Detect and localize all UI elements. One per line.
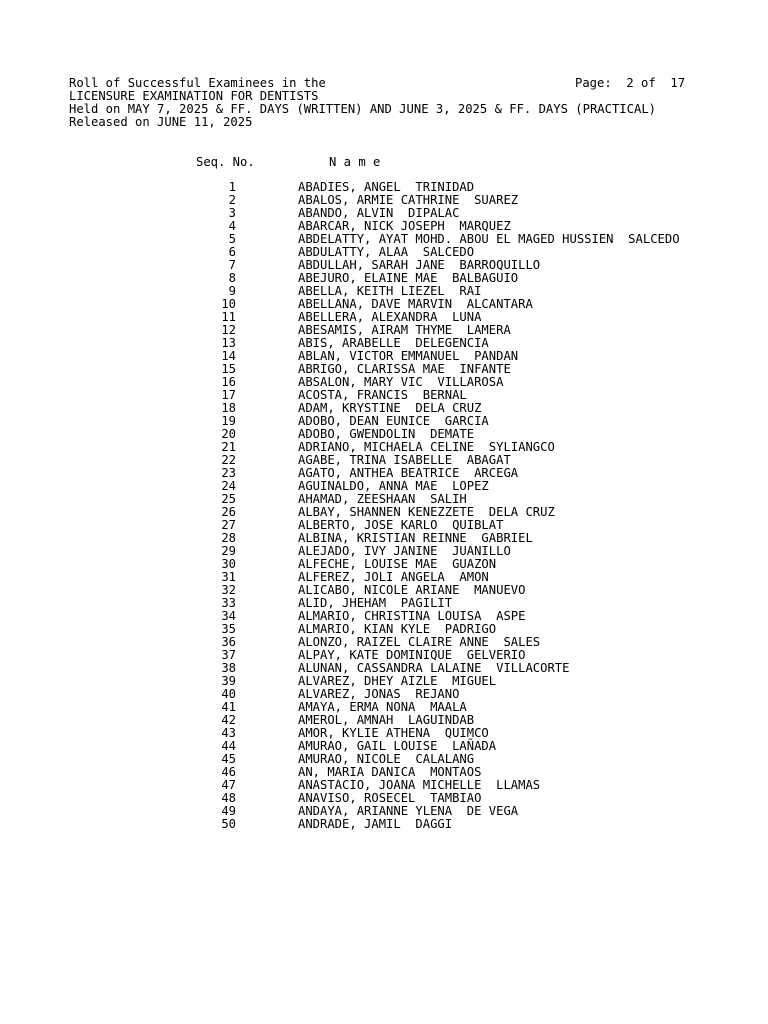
examinee-name: ABDULATTY, ALAA SALCEDO [298, 245, 475, 259]
seq-number: 16 [221, 375, 236, 389]
examinee-name: ABELLERA, ALEXANDRA LUNA [298, 310, 482, 324]
examinee-name: ALBERTO, JOSE KARLO QUIBLAT [298, 518, 504, 532]
examinee-name: ALVAREZ, DHEY AIZLE MIGUEL [298, 674, 497, 688]
seq-number: 41 [221, 700, 236, 714]
seq-number: 12 [221, 323, 236, 337]
seq-number: 45 [221, 752, 236, 766]
examinee-name: ABELLANA, DAVE MARVIN ALCANTARA [298, 297, 533, 311]
seq-number: 27 [221, 518, 236, 532]
examinee-name: ADAM, KRYSTINE DELA CRUZ [298, 401, 482, 415]
seq-number: 8 [228, 271, 236, 285]
examinee-name: AMURAO, NICOLE CALALANG [298, 752, 475, 766]
examinee-name: ANAVISO, ROSECEL TAMBIAO [298, 791, 482, 805]
seq-number: 4 [228, 219, 236, 233]
examinee-name: ACOSTA, FRANCIS BERNAL [298, 388, 467, 402]
seq-number: 21 [221, 440, 236, 454]
seq-number: 13 [221, 336, 236, 350]
examinee-name: ABALOS, ARMIE CATHRINE SUAREZ [298, 193, 519, 207]
examinee-name: AGUINALDO, ANNA MAE LOPEZ [298, 479, 489, 493]
examinee-name: ALEJADO, IVY JANINE JUANILLO [298, 544, 511, 558]
examinee-name: ABSALON, MARY VIC VILLAROSA [298, 375, 504, 389]
examinee-name: ALPAY, KATE DOMINIQUE GELVERIO [298, 648, 526, 662]
seq-number: 6 [228, 245, 236, 259]
seq-number: 30 [221, 557, 236, 571]
seq-number: 49 [221, 804, 236, 818]
seq-number: 37 [221, 648, 236, 662]
seq-number: 42 [221, 713, 236, 727]
examinee-name: ABDULLAH, SARAH JANE BARROQUILLO [298, 258, 541, 272]
examinee-name: ALONZO, RAIZEL CLAIRE ANNE SALES [298, 635, 541, 649]
seq-number: 44 [221, 739, 236, 753]
seq-number: 5 [228, 232, 236, 246]
examinee-name: ALUNAN, CASSANDRA LALAINE VILLACORTE [298, 661, 570, 675]
list-item [0, 818, 768, 831]
exam-dates: Held on MAY 7, 2025 & FF. DAYS (WRITTEN) AND JUNE 3, 2025 & FF. DAYS (PRACTICAL) [69, 102, 656, 116]
examinee-name: AMEROL, AMNAH LAGUINDAB [298, 713, 475, 727]
seq-number: 29 [221, 544, 236, 558]
seq-number: 25 [221, 492, 236, 506]
seq-number: 14 [221, 349, 236, 363]
seq-number: 15 [221, 362, 236, 376]
examinee-name: ADOBO, DEAN EUNICE GARCIA [298, 414, 489, 428]
seq-number: 47 [221, 778, 236, 792]
examinee-name: AMAYA, ERMA NONA MAALA [298, 700, 467, 714]
examinee-name: ABIS, ARABELLE DELEGENCIA [298, 336, 489, 350]
examinee-name: ALFEREZ, JOLI ANGELA AMON [298, 570, 489, 584]
exam-name: LICENSURE EXAMINATION FOR DENTISTS [69, 89, 319, 103]
examinee-name: ANDRADE, JAMIL DAGGI [298, 817, 453, 831]
examinee-name: ABLAN, VICTOR EMMANUEL PANDAN [298, 349, 519, 363]
examinee-name: ANASTACIO, JOANA MICHELLE LLAMAS [298, 778, 541, 792]
page-indicator: Page: 2 of 17 [575, 76, 686, 90]
seq-number: 35 [221, 622, 236, 636]
seq-number: 1 [228, 180, 236, 194]
examinee-name: ABDELATTY, AYAT MOHD. ABOU EL MAGED HUSSIEN SALCEDO [298, 232, 680, 246]
examinee-name: ABEJURO, ELAINE MAE BALBAGUIO [298, 271, 519, 285]
seq-number: 24 [221, 479, 236, 493]
examinee-name: ALBINA, KRISTIAN REINNE GABRIEL [298, 531, 533, 545]
seq-no-header: Seq. No. [196, 155, 255, 169]
examinee-name: ALVAREZ, JONAS REJANO [298, 687, 460, 701]
examinee-name: ALICABO, NICOLE ARIANE MANUEVO [298, 583, 526, 597]
seq-number: 11 [221, 310, 236, 324]
seq-number: 18 [221, 401, 236, 415]
seq-number: 31 [221, 570, 236, 584]
examinee-name: ADOBO, GWENDOLIN DEMATE [298, 427, 475, 441]
report-title: Roll of Successful Examinees in the [69, 76, 326, 90]
examinee-name: ADRIANO, MICHAELA CELINE SYLIANGCO [298, 440, 555, 454]
examinee-name: ABESAMIS, AIRAM THYME LAMERA [298, 323, 511, 337]
seq-number: 48 [221, 791, 236, 805]
seq-number: 33 [221, 596, 236, 610]
seq-number: 38 [221, 661, 236, 675]
seq-number: 46 [221, 765, 236, 779]
seq-number: 32 [221, 583, 236, 597]
examinee-name: ALMARIO, KIAN KYLE PADRIGO [298, 622, 497, 636]
examinee-name: ALBAY, SHANNEN KENEZZETE DELA CRUZ [298, 505, 555, 519]
examinee-name: AMURAO, GAIL LOUISE LAÑADA [298, 739, 497, 753]
examinee-name: ALMARIO, CHRISTINA LOUISA ASPE [298, 609, 526, 623]
seq-number: 7 [228, 258, 236, 272]
seq-number: 50 [221, 817, 236, 831]
seq-number: 23 [221, 466, 236, 480]
seq-number: 2 [228, 193, 236, 207]
name-header: N a m e [329, 155, 381, 169]
examinee-name: ALID, JHEHAM PAGILIT [298, 596, 453, 610]
examinee-name: AN, MARIA DANICA MONTAOS [298, 765, 482, 779]
seq-number: 3 [228, 206, 236, 220]
seq-number: 17 [221, 388, 236, 402]
seq-number: 28 [221, 531, 236, 545]
seq-number: 9 [228, 284, 236, 298]
examinee-name: ABADIES, ANGEL TRINIDAD [298, 180, 475, 194]
seq-number: 19 [221, 414, 236, 428]
seq-number: 34 [221, 609, 236, 623]
seq-number: 26 [221, 505, 236, 519]
examinee-name: AHAMAD, ZEESHAAN SALIH [298, 492, 467, 506]
examinee-name: ANDAYA, ARIANNE YLENA DE VEGA [298, 804, 519, 818]
seq-number: 10 [221, 297, 236, 311]
examinee-name: ALFECHE, LOUISE MAE GUAZON [298, 557, 497, 571]
examinee-name: AGABE, TRINA ISABELLE ABAGAT [298, 453, 511, 467]
seq-number: 39 [221, 674, 236, 688]
seq-number: 40 [221, 687, 236, 701]
seq-number: 43 [221, 726, 236, 740]
seq-number: 20 [221, 427, 236, 441]
examinee-list [0, 181, 768, 831]
examinee-name: ABARCAR, NICK JOSEPH MARQUEZ [298, 219, 511, 233]
seq-number: 22 [221, 453, 236, 467]
examinee-name: AGATO, ANTHEA BEATRICE ARCEGA [298, 466, 519, 480]
seq-number: 36 [221, 635, 236, 649]
examinee-name: ABRIGO, CLARISSA MAE INFANTE [298, 362, 511, 376]
examinee-name: AMOR, KYLIE ATHENA QUIMCO [298, 726, 489, 740]
examinee-name: ABELLA, KEITH LIEZEL RAI [298, 284, 482, 298]
release-date: Released on JUNE 11, 2025 [69, 115, 253, 129]
examinee-name: ABANDO, ALVIN DIPALAC [298, 206, 460, 220]
